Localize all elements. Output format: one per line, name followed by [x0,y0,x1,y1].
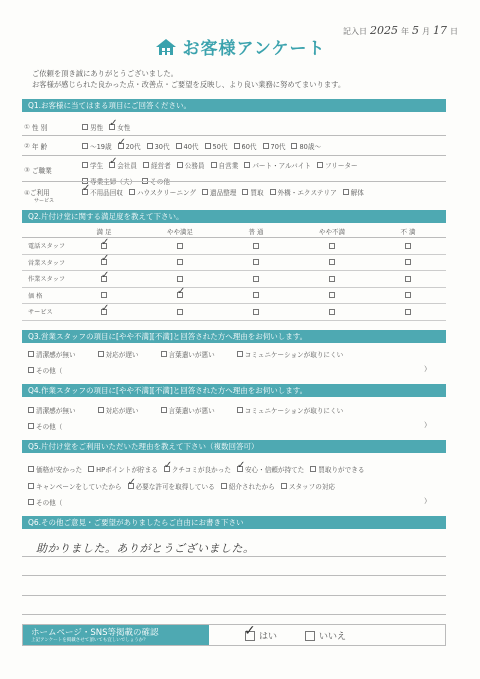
checkbox[interactable] [176,143,182,149]
option-label: 専業主婦（夫） [90,178,137,186]
grid-cell [294,243,370,249]
checkbox[interactable] [343,189,349,195]
option-label: 外構・エクステリア [277,189,337,197]
checkbox[interactable] [234,143,240,149]
comment-line [22,595,446,596]
option[interactable] [161,405,215,415]
rating-checkbox[interactable] [405,243,411,249]
option[interactable] [234,141,257,151]
q6-heading: Q6.その他ご意見・ご要望がありましたらご自由にお書き下さい [22,516,446,529]
day-unit: 日 [450,27,458,36]
consent-yes-label: はい [259,631,278,642]
option-label: 清潔感が無い [36,407,76,415]
grid-cell [142,259,218,265]
option-label: 50代 [212,143,228,151]
checkbox[interactable] [82,143,88,149]
consent-no-label: いいえ [319,631,347,642]
gender-label: 性 別 [31,124,48,132]
option-label: ハウスクリーニング [136,189,196,197]
grid-cell [66,259,142,265]
checkbox[interactable] [118,143,124,149]
checkbox[interactable] [164,466,170,472]
rating-checkbox[interactable] [253,292,259,298]
q5-row-1 [28,464,370,474]
checkbox[interactable] [28,499,34,505]
consent-subtitle: 上記アンケートを掲載させて頂いても宜しいでしょうか？ [31,638,148,643]
option[interactable] [82,141,112,151]
checkbox[interactable] [98,351,104,357]
option[interactable] [317,160,358,170]
comment-text[interactable]: 助かりました。ありがとうございました。 [36,542,255,555]
option[interactable] [281,481,335,491]
option-label: 学生 [90,162,104,170]
publish-consent [22,624,446,646]
consent-title: ホームページ・SNS等掲載の確認 [31,628,159,638]
option-label: 解体 [350,189,364,197]
title-row [0,34,480,59]
checkbox[interactable] [82,189,88,195]
option-label: スタッフの対応 [288,483,336,491]
grid-row [22,238,446,255]
consent-yes[interactable] [245,629,277,642]
q5-row-2 [28,481,341,491]
grid-cell [294,259,370,265]
service-options [82,187,370,197]
option-label: ～19歳 [90,143,112,151]
age-options [82,141,327,151]
q4-close-paren: ） [424,421,431,429]
option-label: 買取りができる [318,466,365,474]
option[interactable] [147,141,170,151]
option[interactable] [28,464,82,474]
consent-label-block [23,625,209,645]
option-label: 対応が遅い [105,351,139,359]
option-label: 男性 [90,124,104,132]
grid-row [22,271,446,288]
intro-text [32,68,345,90]
q1-gender-row [24,122,136,132]
checkbox[interactable] [88,466,94,472]
grid-column-label: 不 満 [400,228,416,236]
checkbox[interactable] [161,351,167,357]
checkbox[interactable] [263,143,269,149]
grid-cell [66,243,142,249]
grid-cell [370,259,446,265]
q1-age-row [24,141,327,151]
rating-checkbox[interactable] [329,292,335,298]
checkbox[interactable] [28,367,34,373]
grid-cell [142,292,218,298]
date-year[interactable]: 2025 [370,24,398,37]
grid-cell [142,309,218,315]
option-label: 40代 [183,143,199,151]
year-unit: 年 [401,27,409,36]
grid-row-label: 価 格 [28,292,43,300]
option-label: HPポイントが貯まる [96,466,158,474]
option-label: 自営業 [218,162,239,170]
rating-checkbox[interactable] [101,259,107,265]
q3-heading: Q3.営業スタッフの項目に[やや不満][不満]と回答された方へ理由をお伺いします。 [22,330,446,343]
option[interactable] [205,141,228,151]
option[interactable] [143,160,171,170]
grid-row-label: 作業スタッフ [28,276,66,284]
grid-row [22,304,446,321]
rating-checkbox[interactable] [101,292,107,298]
option[interactable] [98,349,139,359]
option-label: 公務員 [184,162,205,170]
grid-column-label: やや不満 [319,228,345,236]
checkbox[interactable] [242,189,248,195]
job-options [82,160,422,186]
checkbox[interactable] [28,466,34,472]
rating-checkbox[interactable] [405,259,411,265]
option[interactable] [177,160,205,170]
age-label: 年 齢 [31,143,48,151]
option[interactable] [237,349,344,359]
q1-heading: Q1.お客様に当てはまる項目にご回答ください。 [22,99,446,112]
grid-cell [370,243,446,249]
checkbox[interactable] [82,124,88,130]
grid-cell [370,292,446,298]
service-label: ご利用 [29,189,50,197]
option-label: 対応が遅い [105,407,139,415]
option-label: 30代 [154,143,170,151]
comment-line [22,556,446,557]
option-label: 20代 [125,143,141,151]
option-label: コミュニケーションが取りにくい [244,351,344,359]
q5-heading: Q5.片付け堂をご利用いただいた理由を教えて下さい（複数回答可） [22,440,446,453]
rating-checkbox[interactable] [101,243,107,249]
option[interactable] [270,187,337,197]
grid-cell [66,276,142,282]
q4-heading: Q4.作業スタッフの項目に[やや不満][不満]と回答された方へ理由をお伺いします。 [22,384,446,397]
service-sublabel: サービス [34,198,55,204]
rating-checkbox[interactable] [177,292,183,298]
rating-checkbox[interactable] [405,276,411,282]
checkbox[interactable] [28,423,34,429]
option[interactable] [28,481,122,491]
checkbox[interactable] [244,162,250,168]
option-label: 経営者 [150,162,171,170]
rating-checkbox[interactable] [177,276,183,282]
checkbox[interactable] [177,162,183,168]
option[interactable] [28,405,76,415]
rating-checkbox[interactable] [177,259,183,265]
checkbox[interactable] [129,189,135,195]
option[interactable] [237,405,344,415]
gender-num: ① [24,123,30,131]
option-label: 必要な許可を取得している [135,483,215,491]
option[interactable] [82,122,103,132]
grid-columns [66,227,446,236]
checkbox[interactable] [237,351,243,357]
option[interactable] [98,405,139,415]
checkbox[interactable] [270,189,276,195]
option-label: 不用品回収 [90,189,123,197]
option[interactable] [161,349,215,359]
option-label: 言葉遣いが悪い [168,351,215,359]
q4-other-label: その他（ [36,423,63,431]
option[interactable] [109,160,137,170]
option[interactable] [221,481,275,491]
option[interactable] [211,160,239,170]
option-label: 遺品整理 [209,189,237,197]
grid-row [22,288,446,305]
comment-line [22,575,446,576]
grid-cell [218,309,294,315]
q5-close-paren: ） [424,497,431,505]
grid-row [22,255,446,272]
q3-options [28,349,365,359]
option[interactable] [291,141,321,151]
grid-cell [218,276,294,282]
option[interactable] [310,464,364,474]
checkbox[interactable] [237,407,243,413]
checkbox[interactable] [291,143,297,149]
q2-heading: Q2.片付け堂に関する満足度を教えて下さい。 [22,210,446,223]
checkbox[interactable] [109,124,115,130]
grid-row-label: サービス [28,309,53,317]
grid-column-label: 普 通 [248,228,264,236]
rating-checkbox[interactable] [101,276,107,282]
rating-checkbox[interactable] [253,309,259,315]
checkbox[interactable] [310,466,316,472]
divider [22,155,446,156]
grid-cell [218,243,294,249]
rating-checkbox[interactable] [329,309,335,315]
grid-cell [142,276,218,282]
rating-checkbox[interactable] [253,276,259,282]
gender-options [82,122,136,132]
checkbox[interactable] [28,407,34,413]
q5-other [28,497,62,507]
intro-line-1: ご依頼を頂き誠にありがとうございました。 [32,69,178,78]
grid-cell [218,259,294,265]
q3-other-label: その他（ [36,367,63,375]
option[interactable] [244,160,311,170]
q5-other-label: その他（ [36,499,63,507]
checkbox[interactable] [98,407,104,413]
grid-cell [294,309,370,315]
house-logo-icon [155,38,177,56]
option-label: 女性 [117,124,131,132]
service-num: ④ [24,189,30,197]
divider [22,135,446,136]
option[interactable] [129,187,196,197]
checkbox[interactable] [237,466,243,472]
rating-checkbox[interactable] [253,243,259,249]
rating-checkbox[interactable] [329,259,335,265]
option[interactable] [343,187,364,197]
option-label: 買取 [250,189,264,197]
q3-other [28,365,62,375]
option-label: キャンペーンをしていたから [36,483,122,491]
option-label: 紹介されたから [228,483,275,491]
grid-header [22,226,446,238]
date-label: 記入日 [343,27,367,36]
option[interactable] [202,187,236,197]
option-label: 価格が安かった [36,466,83,474]
option[interactable] [176,141,199,151]
checkbox[interactable] [281,483,287,489]
grid-cell [370,276,446,282]
consent-no-checkbox[interactable] [305,631,315,641]
rating-checkbox[interactable] [405,309,411,315]
grid-cell [294,276,370,282]
option[interactable] [88,464,158,474]
checkbox[interactable] [109,162,115,168]
q3-close-paren: ） [424,365,431,373]
date-day[interactable]: 17 [433,24,447,37]
option-label: 70代 [270,143,286,151]
option[interactable] [118,141,141,151]
satisfaction-grid [22,226,446,321]
consent-options [209,625,445,645]
option-label: その他 [150,178,170,186]
grid-row-label: 電話スタッフ [28,243,66,251]
checkbox[interactable] [28,351,34,357]
option-label: 会社員 [117,162,137,170]
consent-no[interactable] [305,629,346,642]
rating-checkbox[interactable] [253,259,259,265]
date-month[interactable]: 5 [412,24,419,37]
divider [22,181,446,182]
grid-column-label: 満 足 [96,228,112,236]
option[interactable] [263,141,286,151]
checkbox[interactable] [143,162,149,168]
job-num: ③ [24,166,30,174]
checkbox[interactable] [161,407,167,413]
grid-cell [142,243,218,249]
checkbox[interactable] [128,483,134,489]
checkbox[interactable] [221,483,227,489]
page-title: お客様アンケート [182,39,326,59]
rating-checkbox[interactable] [329,243,335,249]
age-num: ② [24,142,30,150]
job-label: ご職業 [31,167,52,175]
option-label: 言葉遣いが悪い [168,407,215,415]
grid-row-label: 営業スタッフ [28,259,66,267]
month-unit: 月 [422,27,430,36]
grid-cell [370,309,446,315]
checkbox[interactable] [28,483,34,489]
option[interactable] [242,187,263,197]
q4-options [28,405,365,415]
grid-cell [218,292,294,298]
option[interactable] [164,464,231,474]
grid-rows [22,238,446,321]
grid-column-label: やや満足 [167,228,193,236]
rating-checkbox[interactable] [177,309,183,315]
option-label: 安心・信頼が持てた [244,466,305,474]
q1-service-row [24,187,370,204]
option-label: 80歳～ [299,143,322,151]
option-label: 清潔感が無い [36,351,76,359]
option-label: フリーター [324,162,358,170]
consent-yes-checkbox[interactable] [245,631,255,641]
checkbox[interactable] [205,143,211,149]
grid-cell [66,309,142,315]
checkbox[interactable] [317,162,323,168]
option[interactable] [82,160,103,170]
option-label: コミュニケーションが取りにくい [244,407,344,415]
checkbox[interactable] [202,189,208,195]
comment-line [22,614,446,615]
intro-line-2: お客様が感じられた良かった点・改善点・ご要望を反映し、より良い業務に努めてまいります。 [32,80,346,89]
grid-cell [66,292,142,298]
option[interactable] [82,187,123,197]
option-label: クチコミが良かった [171,466,231,474]
checkbox[interactable] [147,143,153,149]
option[interactable] [128,481,215,491]
option-label: 60代 [241,143,257,151]
grid-cell [294,292,370,298]
rating-checkbox[interactable] [329,276,335,282]
option[interactable] [109,122,130,132]
option[interactable] [237,464,304,474]
checkbox[interactable] [211,162,217,168]
rating-checkbox[interactable] [405,292,411,298]
q4-other [28,421,62,431]
option[interactable] [28,349,76,359]
option-label: パート・アルバイト [252,162,311,170]
checkbox[interactable] [82,162,88,168]
rating-checkbox[interactable] [101,309,107,315]
rating-checkbox[interactable] [177,243,183,249]
